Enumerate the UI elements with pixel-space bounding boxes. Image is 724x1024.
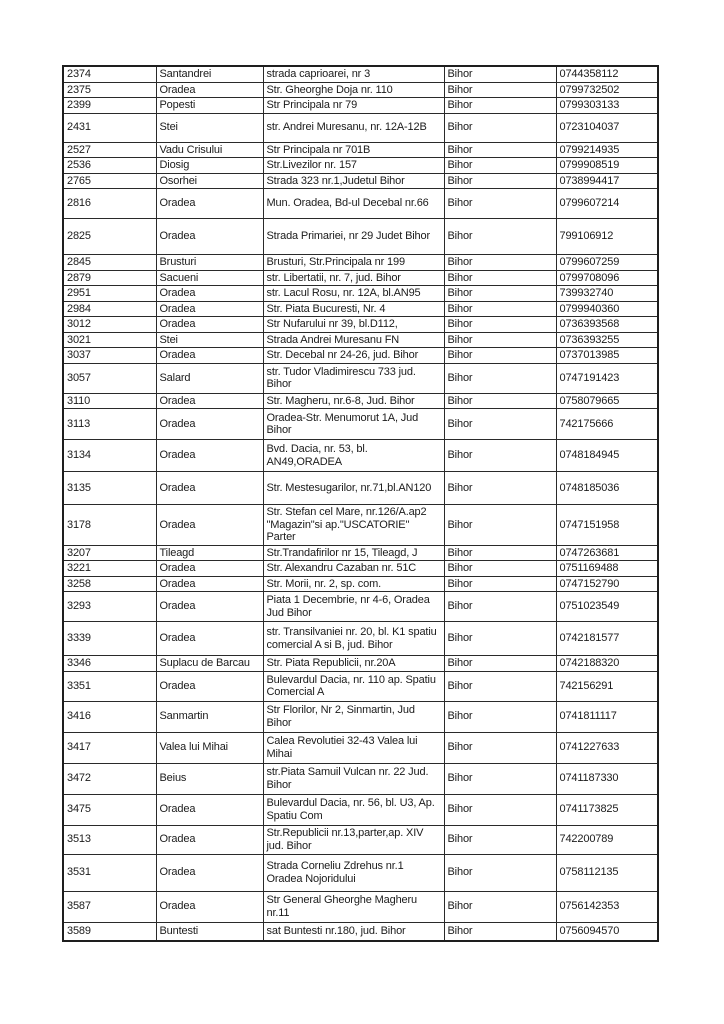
- cell-city: Oradea: [156, 561, 263, 577]
- cell-county: Bihor: [444, 270, 556, 286]
- cell-city: Buntesti: [156, 922, 263, 941]
- cell-phone: 0758112135: [556, 854, 658, 891]
- cell-registration-number: 2431: [63, 113, 156, 142]
- cell-address: Strada Primariei, nr 29 Judet Bihor: [263, 219, 444, 255]
- cell-phone: 742200789: [556, 825, 658, 854]
- cell-registration-number: 2879: [63, 270, 156, 286]
- cell-registration-number: 3258: [63, 576, 156, 592]
- cell-county: Bihor: [444, 576, 556, 592]
- cell-city: Oradea: [156, 472, 263, 505]
- cell-registration-number: 3475: [63, 794, 156, 825]
- cell-registration-number: 3531: [63, 854, 156, 891]
- table-row: [63, 794, 658, 825]
- table-row: [63, 561, 658, 577]
- table-row: [63, 173, 658, 189]
- cell-city: Oradea: [156, 82, 263, 98]
- cell-phone: 0747152790: [556, 576, 658, 592]
- cell-county: Bihor: [444, 794, 556, 825]
- cell-phone: 0747263681: [556, 545, 658, 561]
- table-row: [63, 393, 658, 409]
- cell-county: Bihor: [444, 701, 556, 732]
- cell-county: Bihor: [444, 622, 556, 656]
- cell-county: Bihor: [444, 561, 556, 577]
- cell-county: Bihor: [444, 113, 556, 142]
- table-row: [63, 891, 658, 922]
- cell-phone: 742156291: [556, 671, 658, 701]
- cell-address: Str. Piata Bucuresti, Nr. 4: [263, 301, 444, 317]
- cell-county: Bihor: [444, 98, 556, 114]
- cell-phone: 0742181577: [556, 622, 658, 656]
- cell-address: Str.Trandafirilor nr 15, Tileagd, J: [263, 545, 444, 561]
- cell-city: Oradea: [156, 794, 263, 825]
- cell-address: str. Libertatii, nr. 7, jud. Bihor: [263, 270, 444, 286]
- cell-phone: 0737013985: [556, 348, 658, 364]
- cell-city: Stei: [156, 113, 263, 142]
- table-row: [63, 189, 658, 219]
- cell-city: Oradea: [156, 440, 263, 472]
- cell-city: Oradea: [156, 891, 263, 922]
- cell-phone: 0751023549: [556, 592, 658, 622]
- table-row: [63, 317, 658, 333]
- cell-registration-number: 2984: [63, 301, 156, 317]
- table-row: [63, 671, 658, 701]
- cell-city: Oradea: [156, 854, 263, 891]
- cell-city: Oradea: [156, 576, 263, 592]
- cell-registration-number: 3037: [63, 348, 156, 364]
- cell-phone: 0756142353: [556, 891, 658, 922]
- cell-registration-number: 2375: [63, 82, 156, 98]
- cell-county: Bihor: [444, 158, 556, 174]
- table-row: [63, 219, 658, 255]
- cell-address: Bulevardul Dacia, nr. 110 ap. Spatiu Comercial A: [263, 671, 444, 701]
- cell-registration-number: 3207: [63, 545, 156, 561]
- table-row: [63, 270, 658, 286]
- cell-registration-number: 3178: [63, 505, 156, 546]
- cell-phone: 799106912: [556, 219, 658, 255]
- cell-county: Bihor: [444, 286, 556, 302]
- cell-county: Bihor: [444, 409, 556, 440]
- cell-address: Str.Republicii nr.13,parter,ap. XIV jud. Bihor: [263, 825, 444, 854]
- cell-city: Suplacu de Barcau: [156, 656, 263, 672]
- cell-city: Oradea: [156, 286, 263, 302]
- table-row: [63, 348, 658, 364]
- table-row: [63, 701, 658, 732]
- cell-city: Oradea: [156, 622, 263, 656]
- table-row: [63, 922, 658, 941]
- cell-city: Oradea: [156, 825, 263, 854]
- table-row: [63, 763, 658, 794]
- cell-address: Str General Gheorghe Magheru nr.11: [263, 891, 444, 922]
- table-row: [63, 82, 658, 98]
- cell-registration-number: 3416: [63, 701, 156, 732]
- cell-county: Bihor: [444, 505, 556, 546]
- cell-county: Bihor: [444, 592, 556, 622]
- cell-address: Bulevardul Dacia, nr. 56, bl. U3, Ap. Spatiu Com: [263, 794, 444, 825]
- cell-county: Bihor: [444, 854, 556, 891]
- table-row: [63, 656, 658, 672]
- table-row: [63, 113, 658, 142]
- table-row: [63, 158, 658, 174]
- cell-city: Oradea: [156, 317, 263, 333]
- cell-phone: 0738994417: [556, 173, 658, 189]
- cell-address: strada caprioarei, nr 3: [263, 66, 444, 82]
- cell-registration-number: 2765: [63, 173, 156, 189]
- cell-city: Oradea: [156, 393, 263, 409]
- cell-address: Str. Piata Republicii, nr.20A: [263, 656, 444, 672]
- table-row: [63, 825, 658, 854]
- cell-address: Str Principala nr 701B: [263, 142, 444, 158]
- cell-address: Str. Decebal nr 24-26, jud. Bihor: [263, 348, 444, 364]
- cell-county: Bihor: [444, 189, 556, 219]
- cell-address: Str. Morii, nr. 2, sp. com.: [263, 576, 444, 592]
- cell-phone: 0799908519: [556, 158, 658, 174]
- cell-registration-number: 2374: [63, 66, 156, 82]
- cell-phone: 0799940360: [556, 301, 658, 317]
- cell-county: Bihor: [444, 732, 556, 763]
- cell-registration-number: 3057: [63, 363, 156, 393]
- cell-phone: 0748185036: [556, 472, 658, 505]
- cell-city: Oradea: [156, 671, 263, 701]
- cell-city: Oradea: [156, 348, 263, 364]
- cell-phone: 0741173825: [556, 794, 658, 825]
- cell-city: Tileagd: [156, 545, 263, 561]
- cell-city: Sanmartin: [156, 701, 263, 732]
- cell-address: str. Transilvaniei nr. 20, bl. K1 spatiu comercial A si B, jud. Bihor: [263, 622, 444, 656]
- cell-registration-number: 2825: [63, 219, 156, 255]
- cell-phone: 0742188320: [556, 656, 658, 672]
- cell-county: Bihor: [444, 545, 556, 561]
- cell-county: Bihor: [444, 317, 556, 333]
- cell-address: Strada 323 nr.1,Judetul Bihor: [263, 173, 444, 189]
- cell-address: str. Lacul Rosu, nr. 12A, bl.AN95: [263, 286, 444, 302]
- cell-registration-number: 2399: [63, 98, 156, 114]
- cell-registration-number: 3589: [63, 922, 156, 941]
- cell-city: Popesti: [156, 98, 263, 114]
- cell-county: Bihor: [444, 255, 556, 271]
- cell-registration-number: 2527: [63, 142, 156, 158]
- cell-registration-number: 3339: [63, 622, 156, 656]
- cell-address: Str. Stefan cel Mare, nr.126/A.ap2 "Magazin"si ap."USCATORIE" Parter: [263, 505, 444, 546]
- cell-county: Bihor: [444, 472, 556, 505]
- cell-county: Bihor: [444, 891, 556, 922]
- cell-phone: 0744358112: [556, 66, 658, 82]
- cell-city: Vadu Crisului: [156, 142, 263, 158]
- cell-registration-number: 2951: [63, 286, 156, 302]
- table-row: [63, 142, 658, 158]
- cell-city: Oradea: [156, 189, 263, 219]
- cell-county: Bihor: [444, 363, 556, 393]
- cell-phone: 0748184945: [556, 440, 658, 472]
- cell-city: Santandrei: [156, 66, 263, 82]
- cell-registration-number: 3012: [63, 317, 156, 333]
- cell-city: Oradea: [156, 592, 263, 622]
- cell-address: sat Buntesti nr.180, jud. Bihor: [263, 922, 444, 941]
- cell-address: Calea Revolutiei 32-43 Valea lui Mihai: [263, 732, 444, 763]
- cell-county: Bihor: [444, 393, 556, 409]
- cell-address: str. Tudor Vladimirescu 733 jud. Bihor: [263, 363, 444, 393]
- cell-city: Salard: [156, 363, 263, 393]
- cell-county: Bihor: [444, 301, 556, 317]
- cell-county: Bihor: [444, 332, 556, 348]
- cell-phone: 0741227633: [556, 732, 658, 763]
- cell-registration-number: 3351: [63, 671, 156, 701]
- table-row: [63, 622, 658, 656]
- cell-phone: 0799607259: [556, 255, 658, 271]
- cell-county: Bihor: [444, 825, 556, 854]
- cell-phone: 0799732502: [556, 82, 658, 98]
- cell-address: Brusturi, Str.Principala nr 199: [263, 255, 444, 271]
- table-row: [63, 363, 658, 393]
- cell-address: Oradea-Str. Menumorut 1A, Jud Bihor: [263, 409, 444, 440]
- cell-address: str. Andrei Muresanu, nr. 12A-12B: [263, 113, 444, 142]
- cell-city: Brusturi: [156, 255, 263, 271]
- cell-phone: 0747191423: [556, 363, 658, 393]
- table-row: [63, 732, 658, 763]
- table-row: [63, 472, 658, 505]
- cell-address: Strada Corneliu Zdrehus nr.1 Oradea Nojoridului: [263, 854, 444, 891]
- cell-county: Bihor: [444, 173, 556, 189]
- cell-registration-number: 3293: [63, 592, 156, 622]
- table-row: [63, 332, 658, 348]
- cell-registration-number: 2536: [63, 158, 156, 174]
- cell-registration-number: 3513: [63, 825, 156, 854]
- cell-city: Diosig: [156, 158, 263, 174]
- table-row: [63, 98, 658, 114]
- cell-phone: 0756094570: [556, 922, 658, 941]
- cell-address: Str Nufarului nr 39, bl.D112,: [263, 317, 444, 333]
- cell-phone: 0741187330: [556, 763, 658, 794]
- cell-phone: 0736393255: [556, 332, 658, 348]
- cell-city: Valea lui Mihai: [156, 732, 263, 763]
- cell-county: Bihor: [444, 66, 556, 82]
- cell-phone: 0758079665: [556, 393, 658, 409]
- table-row: [63, 592, 658, 622]
- cell-address: Str. Alexandru Cazaban nr. 51C: [263, 561, 444, 577]
- cell-registration-number: 3113: [63, 409, 156, 440]
- cell-phone: 0799214935: [556, 142, 658, 158]
- cell-address: Str. Mestesugarilor, nr.71,bl.AN120: [263, 472, 444, 505]
- cell-phone: 0751169488: [556, 561, 658, 577]
- cell-county: Bihor: [444, 671, 556, 701]
- table-row: [63, 440, 658, 472]
- cell-phone: 0747151958: [556, 505, 658, 546]
- cell-county: Bihor: [444, 348, 556, 364]
- cell-address: Str.Livezilor nr. 157: [263, 158, 444, 174]
- cell-address: Str. Magheru, nr.6-8, Jud. Bihor: [263, 393, 444, 409]
- cell-county: Bihor: [444, 82, 556, 98]
- table-row: [63, 301, 658, 317]
- cell-address: Str. Gheorghe Doja nr. 110: [263, 82, 444, 98]
- cell-registration-number: 2845: [63, 255, 156, 271]
- cell-registration-number: 3134: [63, 440, 156, 472]
- cell-address: str.Piata Samuil Vulcan nr. 22 Jud. Bihor: [263, 763, 444, 794]
- cell-city: Stei: [156, 332, 263, 348]
- table-row: [63, 576, 658, 592]
- cell-phone: 0723104037: [556, 113, 658, 142]
- cell-city: Oradea: [156, 301, 263, 317]
- cell-address: Mun. Oradea, Bd-ul Decebal nr.66: [263, 189, 444, 219]
- cell-registration-number: 3346: [63, 656, 156, 672]
- cell-city: Beius: [156, 763, 263, 794]
- cell-county: Bihor: [444, 142, 556, 158]
- cell-county: Bihor: [444, 440, 556, 472]
- cell-address: Bvd. Dacia, nr. 53, bl. AN49,ORADEA: [263, 440, 444, 472]
- cell-address: Strada Andrei Muresanu FN: [263, 332, 444, 348]
- table-row: [63, 545, 658, 561]
- cell-address: Str Florilor, Nr 2, Sinmartin, Jud Bihor: [263, 701, 444, 732]
- table-row: [63, 409, 658, 440]
- cell-city: Oradea: [156, 505, 263, 546]
- cell-registration-number: 3221: [63, 561, 156, 577]
- cell-phone: 739932740: [556, 286, 658, 302]
- cell-county: Bihor: [444, 219, 556, 255]
- table-row: [63, 505, 658, 546]
- cell-registration-number: 3110: [63, 393, 156, 409]
- cell-county: Bihor: [444, 922, 556, 941]
- cell-registration-number: 3135: [63, 472, 156, 505]
- cell-address: Piata 1 Decembrie, nr 4-6, Oradea Jud Bihor: [263, 592, 444, 622]
- cell-registration-number: 3587: [63, 891, 156, 922]
- cell-registration-number: 3021: [63, 332, 156, 348]
- cell-city: Osorhei: [156, 173, 263, 189]
- cell-city: Oradea: [156, 409, 263, 440]
- cell-registration-number: 2816: [63, 189, 156, 219]
- cell-registration-number: 3417: [63, 732, 156, 763]
- cell-phone: 0799708096: [556, 270, 658, 286]
- cell-phone: 0799303133: [556, 98, 658, 114]
- table-row: [63, 255, 658, 271]
- contacts-table-body: [63, 66, 658, 941]
- table-row: [63, 66, 658, 82]
- contacts-table: [62, 65, 659, 942]
- cell-phone: 0799607214: [556, 189, 658, 219]
- cell-county: Bihor: [444, 763, 556, 794]
- cell-phone: 0741811117: [556, 701, 658, 732]
- table-row: [63, 854, 658, 891]
- table-row: [63, 286, 658, 302]
- cell-address: Str Principala nr 79: [263, 98, 444, 114]
- cell-registration-number: 3472: [63, 763, 156, 794]
- cell-city: Oradea: [156, 219, 263, 255]
- cell-county: Bihor: [444, 656, 556, 672]
- cell-city: Sacueni: [156, 270, 263, 286]
- cell-phone: 742175666: [556, 409, 658, 440]
- cell-phone: 0736393568: [556, 317, 658, 333]
